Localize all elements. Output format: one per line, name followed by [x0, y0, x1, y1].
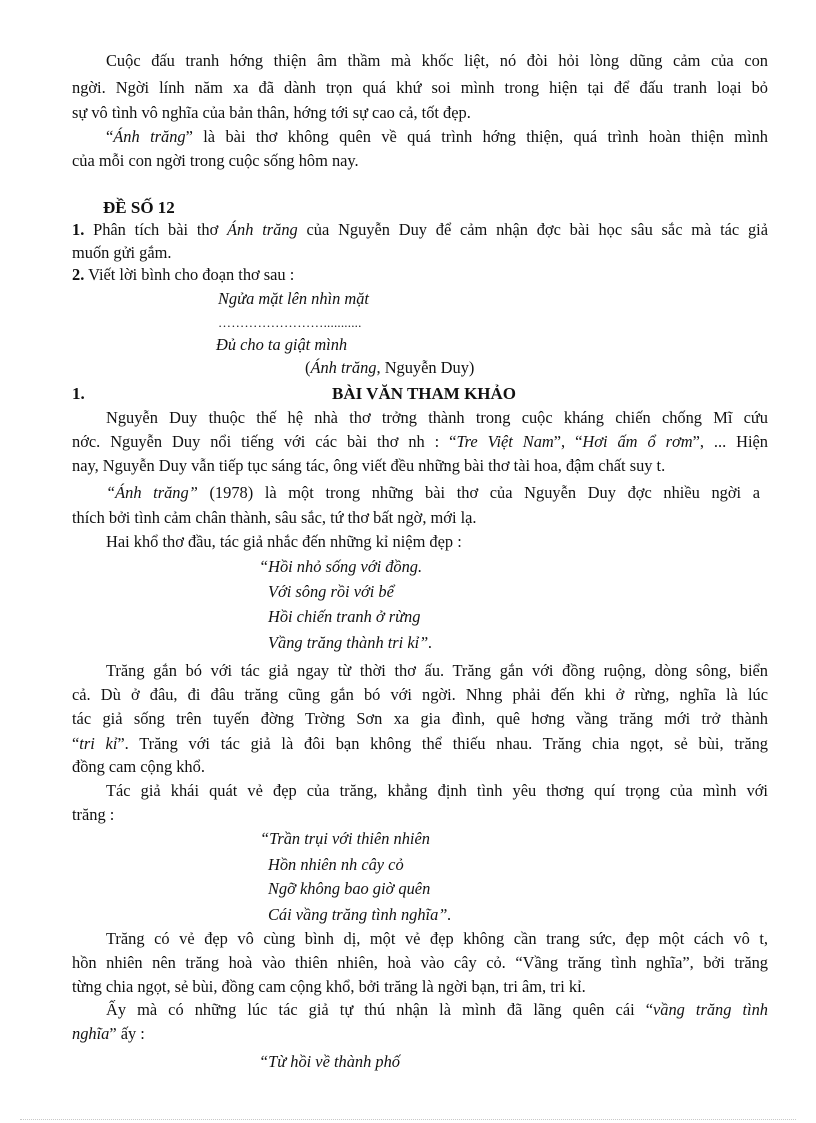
poem-title: Ánh trăng — [113, 127, 186, 146]
poem3-line-1: “Trần trụi với thiên nhiên — [260, 829, 430, 848]
p7-line-1: Tác giả khái quát vẻ đẹp của trăng, khẳng định tình yêu thơng quí trọng của mình với — [106, 781, 768, 800]
p4-line-1-rest: (1978) là một trong những bài thơ của Nguyễn Duy đợc nhiều ngời a — [197, 483, 760, 502]
p3-line-3: nay, Nguyễn Duy vẫn tiếp tục sáng tác, ông viết đều những bài thơ tài hoa, đậm chất suy t. — [72, 456, 666, 475]
p3-line-1: Nguyễn Duy thuộc thế hệ nhà thơ trởng thành trong cuộc kháng chiến chống Mĩ cứu — [106, 408, 768, 427]
p2-line-1-rest: ” là bài thơ không quên về quá trình hớng thiện, quá trình hoàn thiện mình — [185, 127, 768, 146]
p6-tri-ki: tri kỉ — [79, 734, 118, 753]
p6-line-2: cả. Dù ở đâu, đi đâu trăng cũng gắn bó với ngời. Nhng phải đến khi ở rừng, nghĩa là lúc — [72, 685, 768, 704]
question-1-line-1 — [72, 220, 768, 240]
question-2-text: Viết lời bình cho đoạn thơ sau : — [84, 265, 295, 284]
p8-line-1: Trăng có vẻ đẹp vô cùng bình dị, một vẻ đẹp không cần trang sức, đẹp một cách vô t, — [106, 929, 768, 948]
source-title: Ánh trăng — [310, 358, 377, 377]
poem3-line-4: Cái vầng trăng tình nghĩa”. — [268, 905, 452, 924]
p9-nghia: nghĩa — [72, 1024, 110, 1043]
poem1-line-3: Đủ cho ta giật mình — [216, 335, 348, 354]
p3-title-hoi-am-o-rom: Hơi ấm ổ rơm — [582, 432, 693, 451]
question-1-text-a: Phân tích bài thơ — [84, 220, 228, 239]
p6-line-3: tác giả sống trên tuyến đờng Trờng Sơn xa gia đình, quê hơng vầng trăng mới trở thành — [72, 709, 768, 728]
poem1-dots: ……………………........... — [218, 315, 362, 330]
p3-title-tre-viet-nam: Tre Việt Nam — [456, 432, 554, 451]
p2-line-2: của mỗi con ngời trong cuộc sống hôm nay. — [72, 151, 359, 170]
p3-line-2-c: ”, ... Hiện — [692, 432, 768, 451]
p3-line-2 — [72, 432, 768, 452]
p7-line-2: trăng : — [72, 805, 115, 824]
poem2-line-3: Hồi chiến tranh ở rừng — [268, 607, 421, 626]
p6-line-4 — [72, 734, 768, 754]
p2-line-1 — [106, 127, 768, 147]
poem2-line-4: Vầng trăng thành tri kỉ”. — [268, 633, 433, 652]
p5: Hai khổ thơ đầu, tác giả nhắc đến những kỉ niệm đẹp : — [106, 532, 462, 551]
poem3-line-2: Hồn nhiên nh cây cỏ — [268, 855, 404, 874]
p9-line-1-a: Ấy mà có những lúc tác giả tự thú nhận là mình đã lãng quên cái “ — [106, 1000, 653, 1019]
p9-line-1 — [106, 1000, 768, 1020]
answer-number: 1. — [72, 384, 85, 403]
p6-line-4-rest: ”. Trăng với tác giả là đôi bạn không thể thiếu nhau. Trăng chia ngọt, sẻ bùi, trăng — [117, 734, 768, 753]
poem1-line-1: Ngửa mặt lên nhìn mặt — [218, 289, 369, 308]
source-open: ( — [305, 358, 311, 377]
p9-line-2-rest: ” ấy : — [109, 1024, 145, 1043]
source-rest: , Nguyễn Duy) — [376, 358, 475, 377]
exam-number-heading: ĐỀ SỐ 12 — [103, 198, 175, 217]
p4-title: “Ánh trăng” — [106, 483, 198, 502]
question-2-number: 2. — [72, 265, 85, 284]
p1-line-2: ngời. Ngời lính năm xa đã dành trọn quá khứ soi mình trong hiện tại để đấu tranh loại bỏ — [72, 78, 768, 97]
p9-line-2 — [72, 1024, 145, 1044]
question-1-line-2: muốn gửi gắm. — [72, 243, 172, 262]
p8-line-3: từng chia ngọt, sẻ bùi, đồng cam cộng khổ, bởi trăng là ngời bạn, tri âm, tri kỉ. — [72, 977, 586, 996]
poem1-source — [305, 358, 474, 378]
p1-line-1: Cuộc đấu tranh hớng thiện âm thầm mà khốc liệt, nó đòi hỏi lòng dũng cảm của con — [106, 51, 768, 70]
poem3-line-3: Ngỡ không bao giờ quên — [268, 879, 431, 898]
reference-essay-heading: BÀI VĂN THAM KHẢO — [332, 384, 517, 403]
p3-line-2-a: nớc. Nguyễn Duy nổi tiếng với các bài thơ nh : “ — [72, 432, 457, 451]
p4-line-1 — [106, 483, 760, 503]
p4-line-2: thích bởi tình cảm chân thành, sâu sắc, tứ thơ bất ngờ, mới lạ. — [72, 508, 477, 527]
quote-open: “ — [106, 127, 114, 146]
question-2 — [72, 265, 294, 285]
question-1-title: Ánh trăng — [227, 220, 298, 239]
p6-quote-open: “ — [72, 734, 80, 753]
p1-line-3: sự vô tình vô nghĩa của bản thân, hớng tới sự cao cả, tốt đẹp. — [72, 103, 471, 122]
poem2-line-1: “Hồi nhỏ sống với đồng. — [259, 557, 423, 576]
question-1-text-b: của Nguyễn Duy để cảm nhận đợc bài học sâu sắc mà tác giả — [297, 220, 768, 239]
page-bottom-border — [20, 1119, 796, 1120]
p8-line-2: hồn nhiên nên trăng hoà vào thiên nhiên, hoà vào cây cỏ. “Vầng trăng tình nghĩa”, bởi trăng — [72, 953, 768, 972]
p9-vang-trang-tinh: vầng trăng tình — [653, 1000, 768, 1019]
poem4-line-1: “Từ hồi về thành phố — [259, 1052, 400, 1071]
p6-line-1: Trăng gắn bó với tác giả ngay từ thời thơ ấu. Trăng gắn với đồng ruộng, dòng sông, biển — [106, 661, 768, 680]
poem2-line-2: Với sông rồi với bể — [268, 582, 394, 601]
p6-line-5: đồng cam cộng khổ. — [72, 757, 205, 776]
question-1-number: 1. — [72, 220, 85, 239]
p3-line-2-b: ”, “ — [553, 432, 583, 451]
